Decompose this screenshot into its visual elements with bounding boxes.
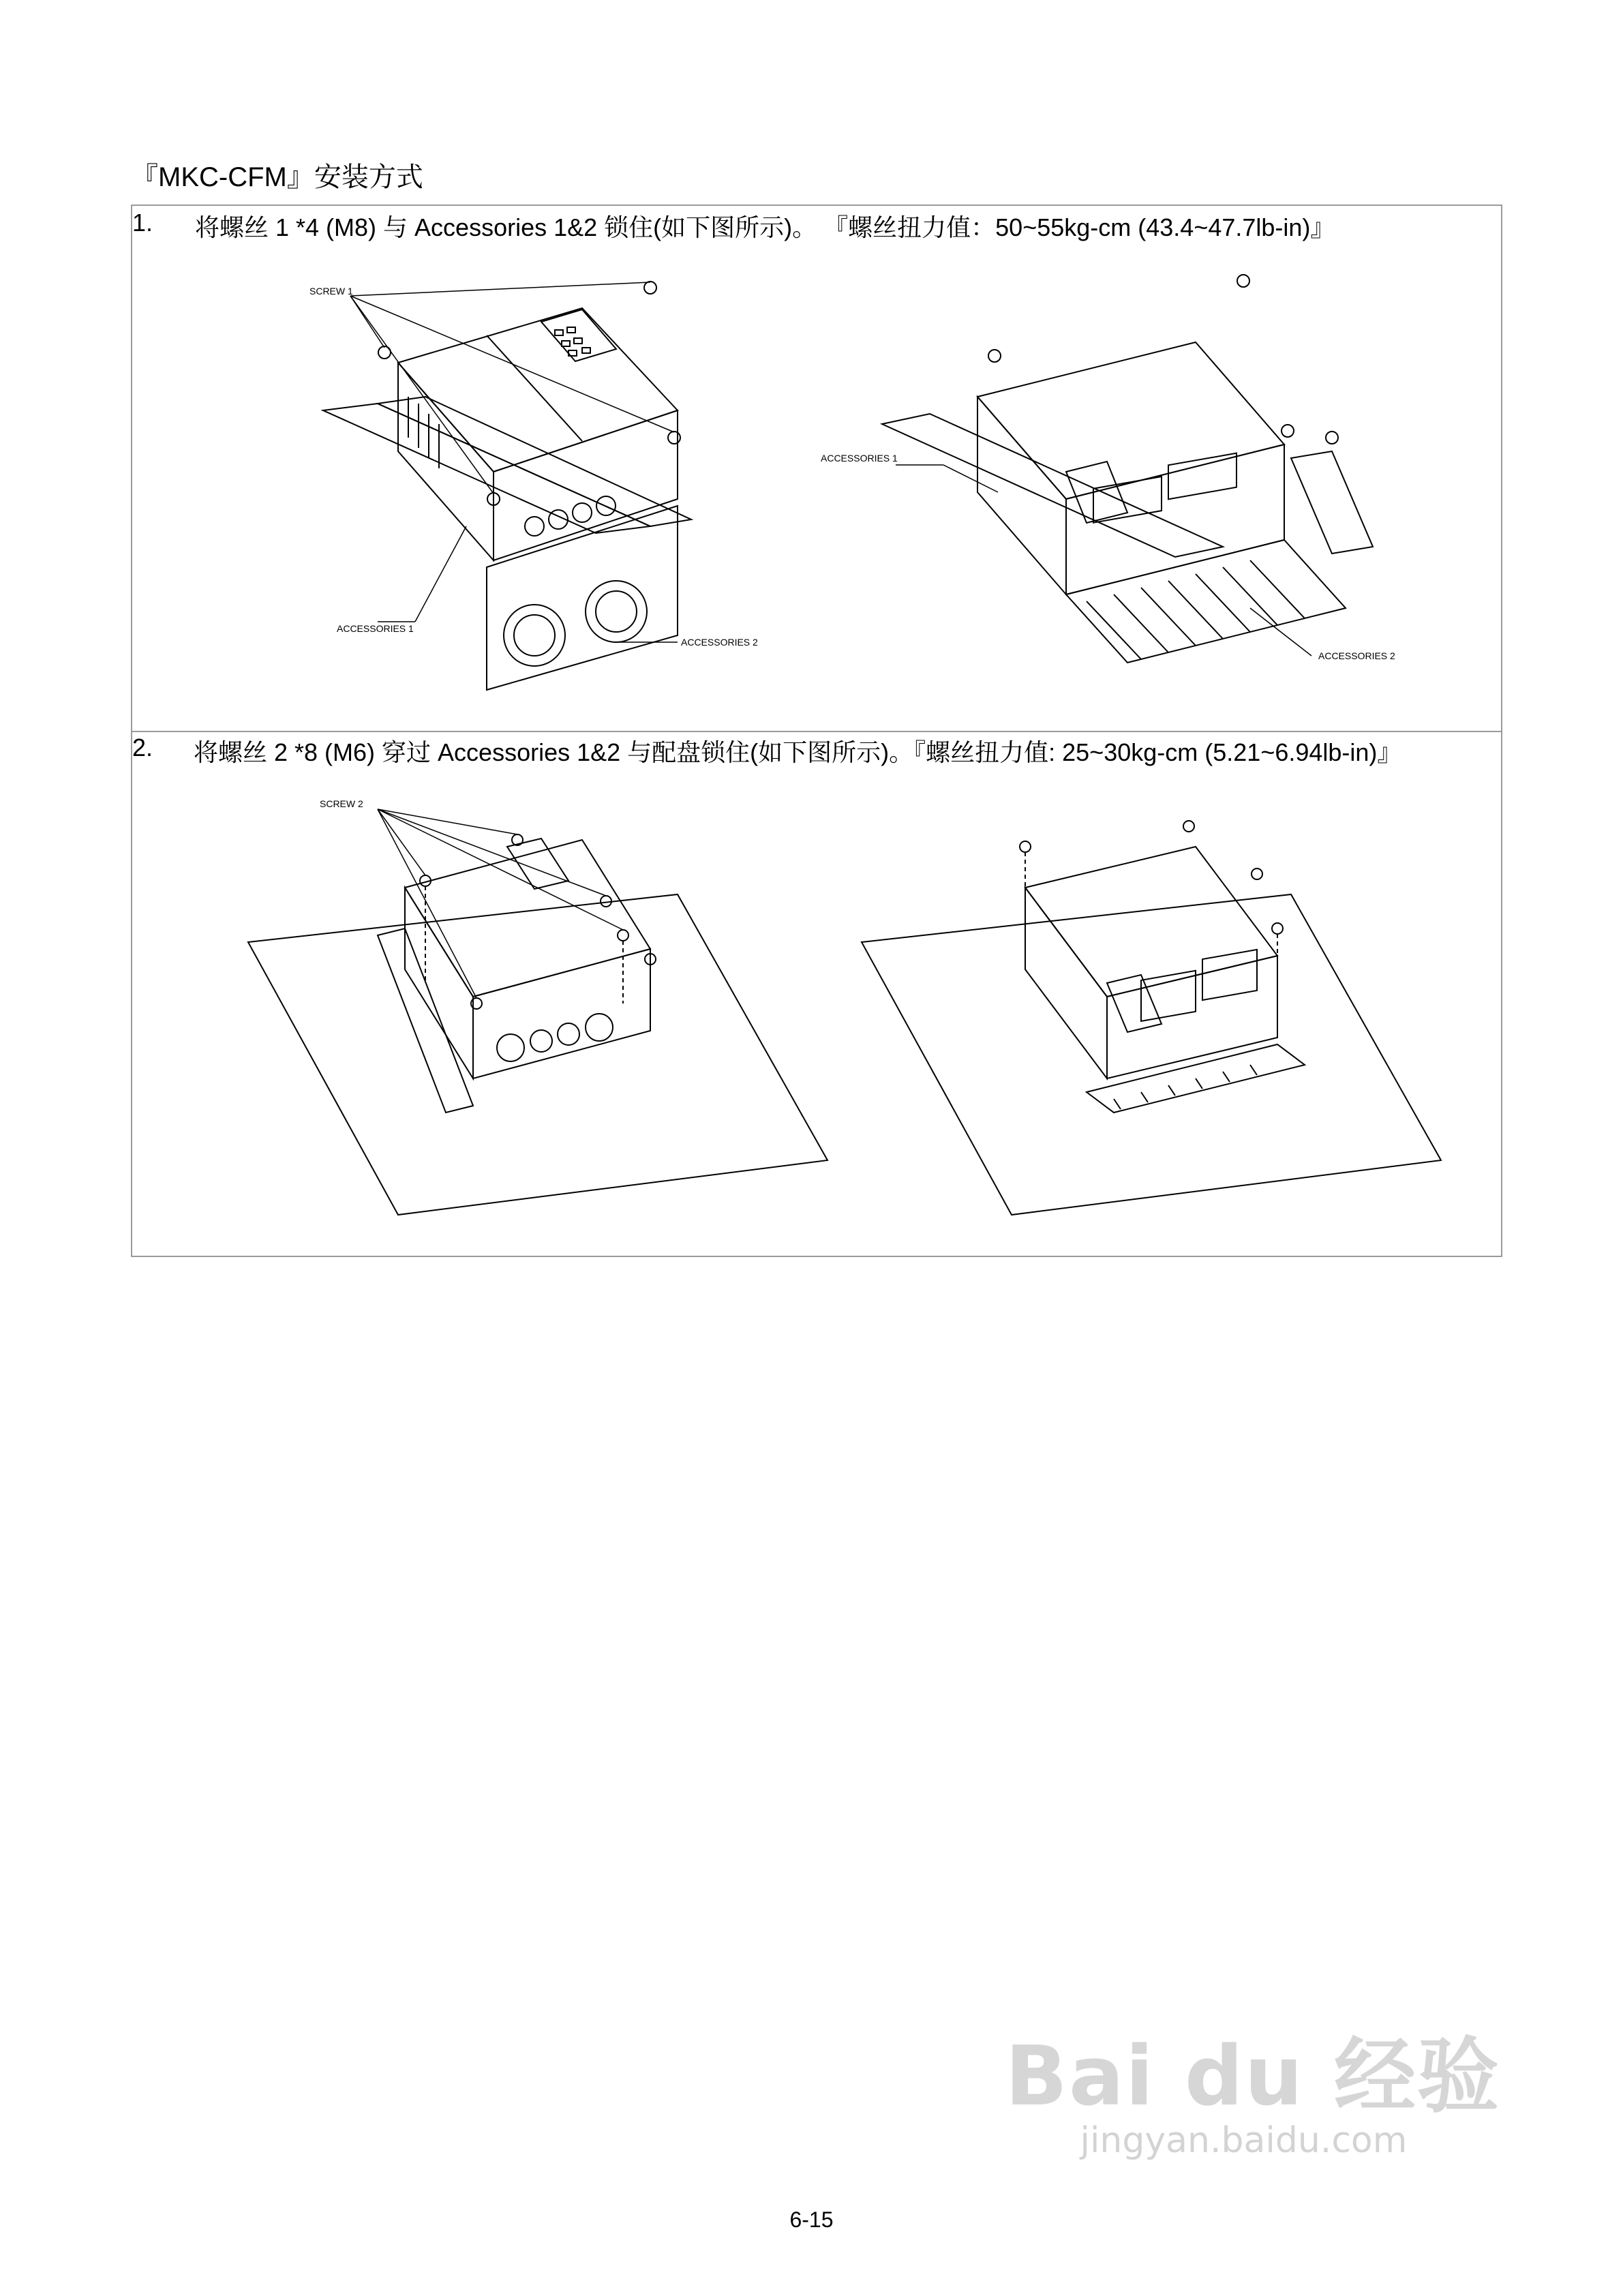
accessories-1-label-rear: ACCESSORIES 1 bbox=[821, 453, 898, 464]
baidu-watermark bbox=[1005, 2011, 1500, 2161]
step-1-number: 1. bbox=[132, 209, 153, 237]
watermark-brand: Bai du 经验 bbox=[1005, 2029, 1500, 2124]
step-1-figure-rear bbox=[821, 267, 1496, 710]
step-2-figure-rear bbox=[855, 779, 1482, 1222]
accessories-2-label-rear: ACCESSORIES 2 bbox=[1318, 650, 1395, 661]
accessories-1-label: ACCESSORIES 1 bbox=[337, 623, 414, 634]
step-2-row bbox=[132, 731, 1501, 1257]
accessories-2-label: ACCESSORIES 2 bbox=[681, 637, 758, 648]
step-1-row bbox=[132, 206, 1501, 732]
installation-steps-table bbox=[131, 205, 1502, 1257]
page-title: 『MKC-CFM』安装方式 bbox=[131, 162, 423, 192]
step-1-figure-front bbox=[296, 267, 828, 710]
page-number: 6-15 bbox=[789, 2207, 834, 2232]
screw-2-label: SCREW 2 bbox=[320, 798, 363, 809]
screw-1-label: SCREW 1 bbox=[309, 286, 353, 297]
watermark-url: jingyan.baidu.com bbox=[1080, 2120, 1408, 2161]
step-2-figure-front bbox=[241, 779, 868, 1222]
step-2-number: 2. bbox=[132, 734, 153, 761]
step-2-text: 将螺丝 2 *8 (M6) 穿过 Accessories 1&2 与配盘锁住(如下图所示)。『螺丝扭力值: 25~30kg-cm (5.21~6.94lb-in)』 bbox=[194, 738, 1402, 766]
step-1-text: 将螺丝 1 *4 (M8) 与 Accessories 1&2 锁住(如下图所示)。 『螺丝扭力值：50~55kg-cm (43.4~47.7lb-in)』 bbox=[195, 213, 1335, 241]
